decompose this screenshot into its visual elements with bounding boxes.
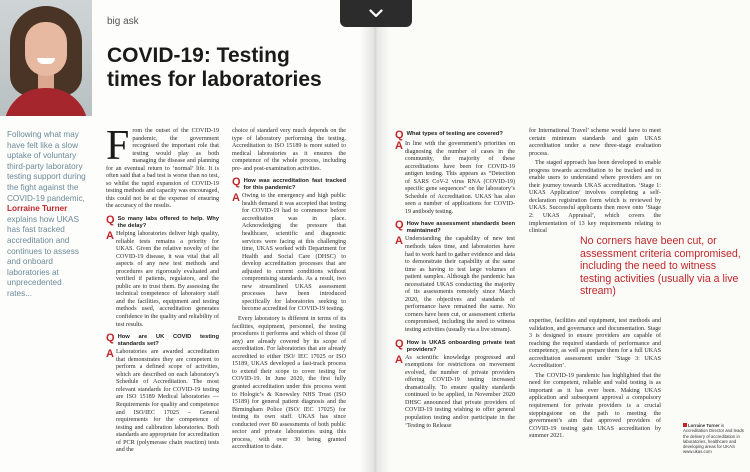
paragraph: choice of standard very much depends on the type of laboratory performing the testing. Accreditation to ISO 15189 is more suited to medical laboratories as it ensures the competence of the whole process, including pre- and post-examination activities.: [232, 128, 346, 172]
answer-text: Laboratories are awarded accreditation that demonstrates they are competent to perform a defined scope of activities, which are described on each laboratory’s Schedule of Accreditation. The most relevant standards for COVID-19 testing are ISO 15189 Medical laboratories — Requirements for quality and competence and ISO/IEC 17025 – General requirements for the competence of testing and calibration laboratories. Both standards are appropriate for accreditation of PCR (polymerase chain reaction) tests and the: [115, 349, 219, 454]
answer-text: Understanding the capability of new test methods takes time, and laboratories have had to work hard to gather evidence and data to demonstrate their capability at the same time as having to test large volumes of patient samples. Although the pandemic has necessitated UKAS conducting the majority of its assessments remotely since March 2020, the objectives and standards of performance have remained the same. No corners have been cut, or assessment criteria compromised, including the need to witness testing activities (usually via a live stream).: [404, 236, 515, 334]
question-title: How are UK COVID testing standards set?: [117, 334, 219, 348]
a-marker: A: [395, 235, 403, 248]
paragraph: expertise, facilities and equipment, test methods and validation, and governance and documentation. Stage 3 is designed to ensure providers are capable of reaching the required standards of performance and competency, as well as prepare them for a full UKAS accreditation assessment under ‘Stage 3: UKAS Accreditation’.: [529, 318, 661, 370]
bio-author-name: Lorraine Turner: [688, 423, 720, 428]
article-headline: COVID-19: Testing times for laboratories: [107, 44, 322, 91]
q-marker: Q: [395, 129, 404, 141]
drop-cap: F: [106, 123, 130, 169]
question-title: What types of testing are covered?: [406, 131, 503, 137]
intro-text-before: Following what may have felt like a slow uptake of voluntary third-party laboratory testing support during the fight against the COVID-19 pandemic,: [7, 130, 86, 203]
question-title: How have assessment standards been maintained?: [406, 221, 515, 235]
column-4-lower: [529, 318, 661, 443]
qa-block: [395, 339, 515, 430]
author-bio: [683, 423, 749, 455]
q-marker: Q: [395, 219, 404, 232]
a-marker: A: [106, 348, 114, 361]
qa-block: [395, 220, 515, 334]
answer-text: Owing to the emergency and high public health demand it was accepted that testing for COVID-19 had to commence before accreditation was in place. Acknowledging the pressure that healthcare, scientific and diagnostic services were facing at this challenging time, UKAS worked with Department for Health and Social Care (DHSC) to develop accreditation processes that are adjusted to current conditions without compromising standards. As a result, two new streamlined UKAS assessment processes have been introduced specifically for laboratories seeking to become accredited for COVID-19 testing.: [241, 193, 346, 313]
qa-block: [232, 177, 346, 314]
paragraph: The staged approach has been developed to enable progress towards accreditation to be tracked and to enable users to understand where providers are on their journey towards UKAS accreditation. ‘Stage 1: UKAS Application’ involves completing a self-declaration registration form which is reviewed by UKAS. Successful applicants then move onto ‘Stage 2: UKAS Appraisal’, which covers the implementation of 13 key requirements relating to clinical: [529, 160, 661, 235]
author-photo: [0, 0, 92, 116]
question-title: How was accreditation fast tracked for this pandemic?: [243, 178, 346, 192]
column-4-upper: [529, 128, 661, 238]
paragraph: for International Travel’ scheme would have to meet certain minimum standards and gain UKAS accreditation under a new three-stage evaluation process.: [529, 128, 661, 157]
paragraph: Every laboratory is different in terms of its facilities, equipment, personnel, the testing procedures it performs and which of those (if any) are already covered by its scope of accreditation. For laboratories that are already accredited to either ISO/ IEC 17025 or ISO 15189, UKAS developed a fast-track process to extend their scope to cover testing for COVID-19. In June 2020, the first fully granted accreditation under this process went to Hologic’s & Knowsley NHS Trust (ISO 15189) for general patient diagnosis and the Birmingham Police (ISO/ IEC 17025) for testing its own staff. UKAS has since conducted over 80 assessments of both public sector and private laboratories using this process, with over 30 being granted accreditation to date.: [232, 316, 346, 451]
answer-text: In line with the government’s priorities on diagnosing the number of cases in the community, the majority of these accreditations have been for COVID-19 antigen testing. This appears as “Detection of SARS CoV-2 virus RNA (COVID-19) specific gene sequences” on the laboratory’s Schedule of Accreditation. UKAS has also seen a number of applications for COVID-19 antibody testing.: [404, 141, 515, 215]
column-1: [106, 123, 219, 455]
a-marker: A: [106, 230, 114, 243]
bio-text: is Accreditation Director and leads the delivery of accreditation in laboratories, healthcare and developing areas for UKAS www.ukas.com: [683, 423, 744, 455]
chevron-down-icon: [369, 9, 383, 18]
page-spine-shadow: [360, 0, 390, 472]
author-name: Lorraine Turner: [7, 204, 68, 214]
pull-quote: No corners have been cut, or assessment criteria compromised, including the need to witness testing activities (usually via a live stream): [580, 235, 741, 297]
answer-text: Helping laboratories deliver high quality, reliable tests remains a priority for UKAS. Given the relative novelty of the COVID-19 disease, it was vital that all aspects of any new test methods and procedures are rigorously evaluated and verified if patients, regulators, and the public are to trust them. By assessing the technical competence of laboratory staff and the facilities, equipment and testing methods used, accreditation generates confidence in the quality and reliability of test results.: [115, 231, 219, 328]
q-marker: Q: [232, 176, 241, 189]
intro-text-after: explains how UKAS has fast tracked accreditation and continues to assess and onboard laboratories at unprecedented rates...: [7, 214, 79, 298]
q-marker: Q: [106, 332, 115, 345]
collapse-toolbar-button[interactable]: [340, 0, 412, 27]
a-marker: A: [395, 353, 403, 366]
a-marker: A: [395, 140, 403, 152]
qa-block: [395, 130, 515, 216]
section-tag: big ask: [107, 16, 139, 27]
qa-block: [106, 215, 219, 329]
a-marker: A: [232, 192, 240, 205]
answer-text: As scientific knowledge progressed and exemptions for restrictions on movement evolved, the number of private providers offering COVID-19 testing increased dramatically. To ensure quality standards continued to be applied, in November 2020 DHSC announced that private providers of COVID-19 testing wishing to offer general population testing and/or participate in the ‘Testing to Release: [404, 354, 515, 429]
qa-block: [106, 333, 219, 455]
lead-paragraph: From the outset of the COVID-19 pandemic, the government recognised the important role that testing would play as both managing the disease and planning for an eventual return to ‘normal’ life. It is often said that a bad test is worse than no test, so whilst the rapid expansion of COVID-19 testing methods and capacity was encouraged, this could not be at the expense of ensuring the accuracy of the results.: [106, 123, 219, 210]
q-marker: Q: [106, 214, 115, 227]
sidebar-intro: [7, 130, 87, 300]
q-marker: Q: [395, 337, 404, 350]
bio-square-icon: [683, 423, 687, 427]
question-title: So many labs offered to help. Why the delay?: [117, 216, 219, 230]
question-title: How is UKAS onboarding private test providers?: [406, 339, 515, 353]
paragraph: The COVID-19 pandemic has highlighted that the need for competent, reliable and valid testing is as important as it has ever been. Making UKAS application and subsequent approval a compulsory requirement for private providers is a crucial steppingstone on the path to meeting the government’s aim that approved providers of COVID-19 testing gain UKAS accreditation by summer 2021.: [529, 372, 661, 440]
column-2: [232, 128, 346, 454]
column-3: [395, 130, 515, 430]
